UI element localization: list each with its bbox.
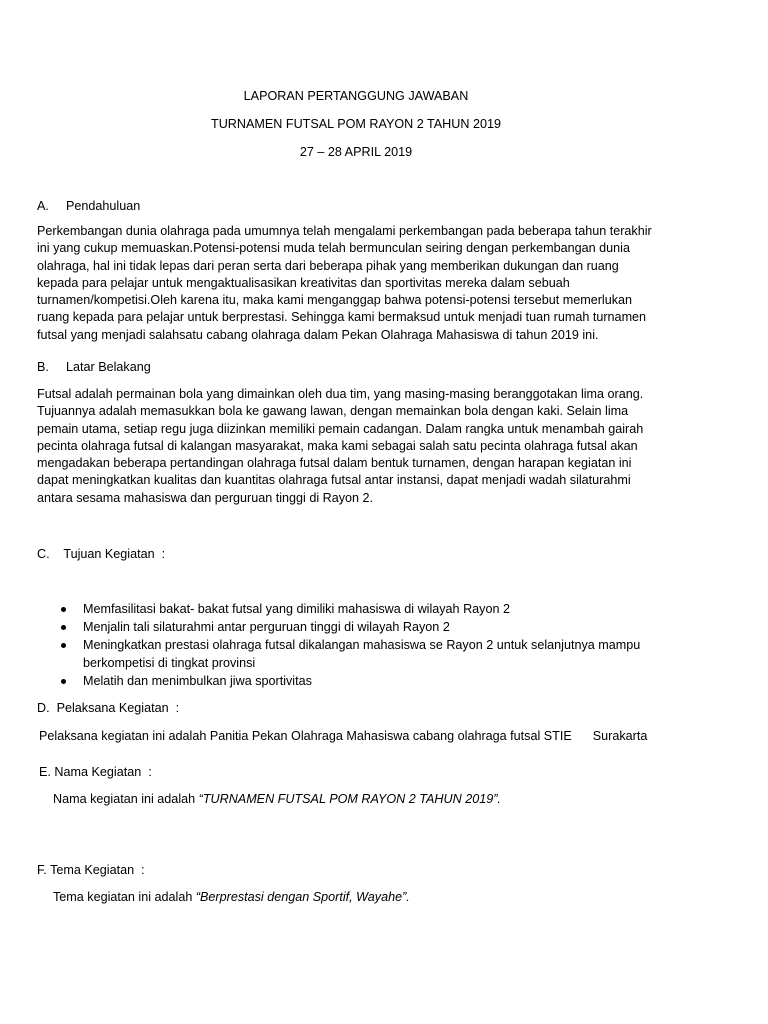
section-f-heading: F. Tema Kegiatan :: [37, 863, 145, 877]
section-a-heading: [37, 198, 140, 214]
list-item-text: berkompetisi di tingkat provinsi: [83, 656, 256, 670]
paragraph-line: pemain utama, setiap regu juga diizinkan memiliki pemain cadangan. Dalam rangka untuk menambah gairah: [37, 421, 644, 436]
report-title: LAPORAN PERTANGGUNG JAWABAN: [243, 89, 469, 103]
report-date: 27 – 28 APRIL 2019: [299, 145, 413, 159]
paragraph-line: pecinta olahraga futsal di kalangan masyarakat, maka kami sebagai salah satu pecinta olahraga futsal akan: [37, 438, 638, 453]
list-item-text: Meningkatkan prestasi olahraga futsal dikalangan mahasiswa se Rayon 2 untuk selanjutnya mampu: [83, 638, 641, 652]
section-e-text: [53, 791, 501, 807]
section-e-prefix: Nama kegiatan ini adalah: [53, 792, 199, 806]
section-d-heading: D. Pelaksana Kegiatan :: [37, 701, 180, 715]
paragraph-line: ruang kepada para pelajar untuk berprestasi. Sehingga kami bermaksud untuk menjadi tuan rumah turnamen: [37, 310, 647, 325]
section-b-paragraph: [37, 386, 685, 507]
section-b-letter: B.: [37, 360, 49, 374]
event-name: “TURNAMEN FUTSAL POM RAYON 2 TAHUN 2019”.: [198, 792, 501, 806]
objectives-list: [58, 600, 698, 690]
list-item-text: Melatih dan menimbulkan jiwa sportivitas: [83, 674, 312, 688]
list-item: [58, 636, 698, 672]
paragraph-line: Tujuannya adalah memasukkan bola ke gawang lawan, dengan memainkan bola dengan kaki. Selain lima: [37, 404, 629, 419]
section-b-heading: [37, 359, 151, 375]
section-a-title: Pendahuluan: [66, 199, 141, 213]
paragraph-line: kepada para pelajar untuk mengaktualisasikan kreativitas dan sportivitas mereka dalam sebuah: [37, 275, 570, 290]
event-theme: “Berprestasi dengan Sportif, Wayahe”.: [195, 890, 410, 904]
section-a-paragraph: [37, 223, 685, 344]
section-f-text: [53, 889, 410, 905]
list-item-text: Memfasilitasi bakat- bakat futsal yang dimiliki mahasiswa di wilayah Rayon 2: [83, 602, 510, 616]
paragraph-line: olahraga, hal ini tidak lepas dari peran serta dari beberapa pihak yang memberikan dukungan dan ruang: [37, 258, 619, 273]
section-a-letter: A.: [37, 199, 49, 213]
list-item-text: Menjalin tali silaturahmi antar perguruan tinggi di wilayah Rayon 2: [83, 620, 450, 634]
paragraph-line: antara sesama mahasiswa dan perguruan tinggi di Rayon 2.: [37, 490, 374, 505]
list-item: [58, 618, 698, 636]
section-e-heading: E. Nama Kegiatan :: [39, 765, 152, 779]
section-f-prefix: Tema kegiatan ini adalah: [53, 890, 196, 904]
paragraph-line: dapat meningkatkan kualitas dan kuantitas olahraga futsal antar instansi, dapat menjadi wadah silaturahmi: [37, 473, 631, 488]
section-c-heading: C. Tujuan Kegiatan :: [37, 547, 166, 561]
section-b-title: Latar Belakang: [66, 360, 151, 374]
section-d-text: Pelaksana kegiatan ini adalah Panitia Pekan Olahraga Mahasiswa cabang olahraga futsal STIE Surakarta: [39, 729, 648, 743]
paragraph-line: Futsal adalah permainan bola yang dimainkan oleh dua tim, yang masing-masing beranggotakan lima orang.: [37, 387, 644, 401]
report-subtitle: TURNAMEN FUTSAL POM RAYON 2 TAHUN 2019: [211, 117, 501, 131]
list-item: [58, 672, 698, 690]
paragraph-line: turnamen/kompetisi.Oleh karena itu, maka kami menganggap bahwa potensi-potensi tersebut memerlukan: [37, 293, 633, 308]
paragraph-line: ini yang cukup memuaskan.Potensi-potensi muda telah bermunculan seiring dengan perkembangan dunia: [37, 241, 630, 256]
list-item: [58, 600, 698, 618]
paragraph-line: mengadakan beberapa pertandingan olahraga futsal dalam bentuk turnamen, dengan harapan kegiatan ini: [37, 456, 632, 471]
paragraph-line: Perkembangan dunia olahraga pada umumnya telah mengalami perkembangan pada beberapa tahun terakhir: [37, 224, 652, 238]
paragraph-line: futsal yang menjadi salahsatu cabang olahraga dalam Pekan Olahraga Mahasiswa di tahun 2019 ini.: [37, 327, 599, 342]
